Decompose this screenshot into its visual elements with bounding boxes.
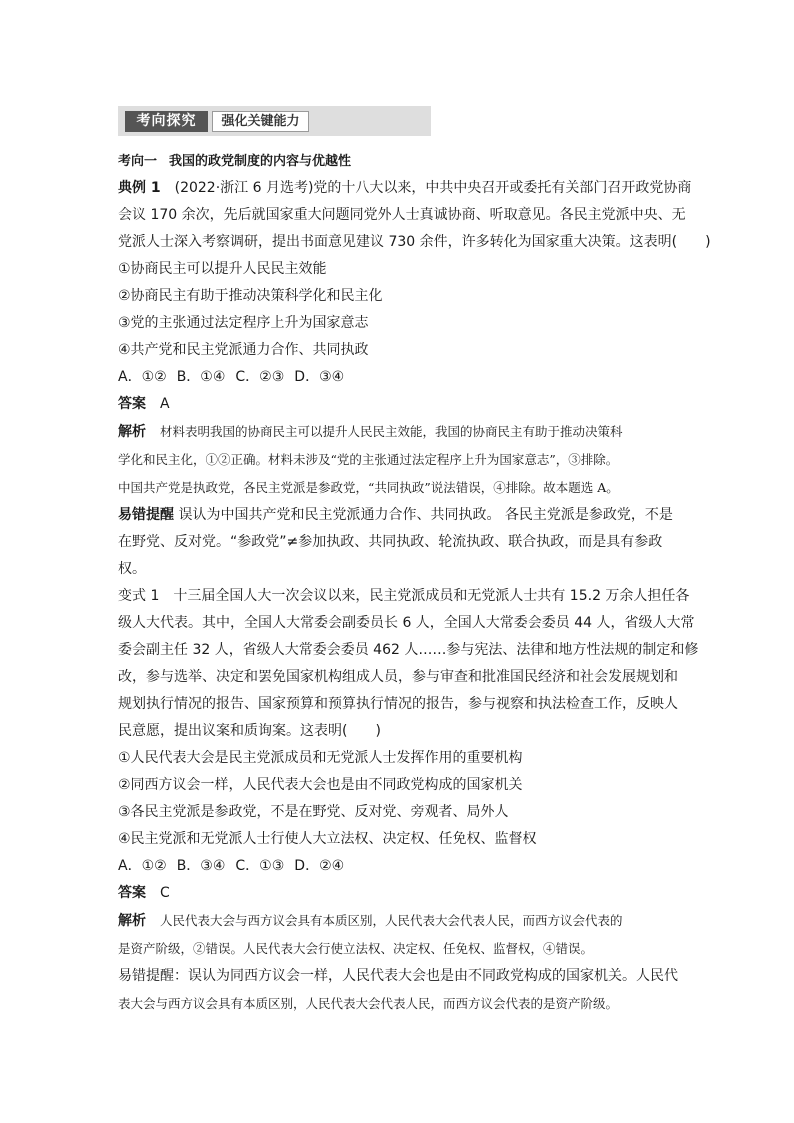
analysis-block (118, 418, 678, 502)
topic-title: 我国的政党制度的内容与优越性 (169, 154, 352, 169)
option-a: A．①② (118, 858, 167, 874)
tip-text: 误认为同西方议会一样，人民代表大会也是由不同政党构成的国家机关。人民代 (188, 968, 678, 984)
example-stem-line: 党派人士深入考察调研，提出书面意见建议 730 余件，许多转化为国家重大决策。这表明( ) (118, 234, 711, 250)
answer-value: C (160, 885, 170, 901)
analysis-line: 学化和民主化，①②正确。材料未涉及“党的主张通过法定程序上升为国家意志”，③排除。 (118, 452, 619, 467)
answer-value: A (160, 396, 170, 412)
tip-line (118, 963, 678, 990)
banner-tag: 考向探究 (125, 111, 208, 132)
variant-stem-line: 民意愿，提出议案和质询案。这表明( ) (118, 723, 381, 739)
topic-label: 考向一 (118, 154, 158, 169)
variant-1 (118, 583, 699, 1018)
content-body (118, 148, 711, 1018)
option-b: B．①④ (176, 369, 226, 385)
answer-line (118, 391, 678, 418)
statement: ④共产党和民主党派通力合作、共同执政 (118, 342, 369, 358)
option-a: A．①② (118, 369, 167, 385)
answer-label: 答案 (118, 885, 146, 901)
variant-stem-line: 规划执行情况的报告、国家预算和预算执行情况的报告，参与视察和执法检查工作，反映人 (118, 696, 678, 712)
analysis-line (118, 907, 678, 935)
answer-options (118, 853, 678, 880)
banner-subtitle: 强化关键能力 (212, 111, 309, 132)
variant-stem-line: 改，参与选举、决定和罢免国家机构组成人员，参与审查和批准国民经济和社会发展规划和 (118, 669, 678, 685)
section-banner (118, 106, 431, 136)
tip-line (118, 502, 678, 529)
tip-label: 易错提醒： (118, 968, 188, 984)
option-b: B．③④ (176, 858, 226, 874)
example-stem-line (118, 175, 692, 202)
option-c: C．②③ (235, 369, 285, 385)
example-label: 典例 1 (118, 180, 161, 196)
analysis-line (118, 418, 678, 446)
statement: ③各民主党派是参政党，不是在野党、反对党、旁观者、局外人 (118, 804, 509, 820)
variant-stem-line: 委会副主任 32 人，省级人大常委会委员 462 人……参与宪法、法律和地方性法规的制定和修 (118, 642, 699, 658)
analysis-block (118, 907, 678, 963)
tip-text: 误认为中国共产党和民主党派通力合作、共同执政。 各民主党派是参政党，不是 (178, 507, 673, 523)
analysis-text: 材料表明我国的协商民主可以提升人民民主效能，我国的协商民主有助于推动决策科 (160, 424, 623, 439)
tip-line: 表大会与西方议会具有本质区别，人民代表大会代表人民，而西方议会代表的是资产阶级。 (118, 996, 619, 1011)
option-d: D．②④ (294, 858, 345, 874)
statement: ②同西方议会一样，人民代表大会也是由不同政党构成的国家机关 (118, 777, 523, 793)
tip-block (118, 502, 678, 583)
variant-stem-line: 级人大代表。其中，全国人大常委会副委员长 6 人，全国人大常委会委员 44 人，省级人大常 (118, 615, 695, 631)
tip-label: 易错提醒 (118, 507, 174, 523)
analysis-text: 人民代表大会与西方议会具有本质区别，人民代表大会代表人民，而西方议会代表的 (160, 913, 623, 928)
statement: ①人民代表大会是民主党派成员和无党派人士发挥作用的重要机构 (118, 750, 523, 766)
analysis-line: 是资产阶级，②错误。人民代表大会行使立法权、决定权、任免权、监督权，④错误。 (118, 941, 594, 956)
tip-line: 在野党、反对党。“参政党”≠参加执政、共同执政、轮流执政、联合执政，而是具有参政 (118, 534, 663, 550)
analysis-label: 解析 (118, 424, 146, 440)
analysis-line: 中国共产党是执政党，各民主党派是参政党，“共同执政”说法错误，④排除。故本题选 A。 (118, 480, 619, 495)
answer-label: 答案 (118, 396, 146, 412)
answer-options (118, 364, 678, 391)
option-c: C．①③ (235, 858, 285, 874)
stem-text: 十三届全国人大一次会议以来，民主党派成员和无党派人士共有 15.2 万余人担任各 (173, 588, 690, 604)
example-stem-line: 会议 170 余次，先后就国家重大问题同党外人士真诚协商、听取意见。各民主党派中央、无 (118, 207, 686, 223)
example-1 (118, 175, 711, 583)
statement: ②协商民主有助于推动决策科学化和民主化 (118, 288, 383, 304)
option-d: D．③④ (294, 369, 345, 385)
variant-label: 变式 1 (118, 588, 160, 604)
tip-line: 权。 (118, 561, 146, 577)
answer-line (118, 880, 678, 907)
statement: ③党的主张通过法定程序上升为国家意志 (118, 315, 369, 331)
stem-text: (2022·浙江 6 月选考)党的十八大以来，中共中央召开或委托有关部门召开政党协商 (174, 180, 692, 196)
variant-stem-line (118, 583, 690, 610)
tip-block (118, 963, 678, 1018)
statement: ①协商民主可以提升人民民主效能 (118, 261, 327, 277)
analysis-label: 解析 (118, 913, 146, 929)
topic-heading (118, 148, 678, 175)
statement: ④民主党派和无党派人士行使人大立法权、决定权、任免权、监督权 (118, 831, 537, 847)
